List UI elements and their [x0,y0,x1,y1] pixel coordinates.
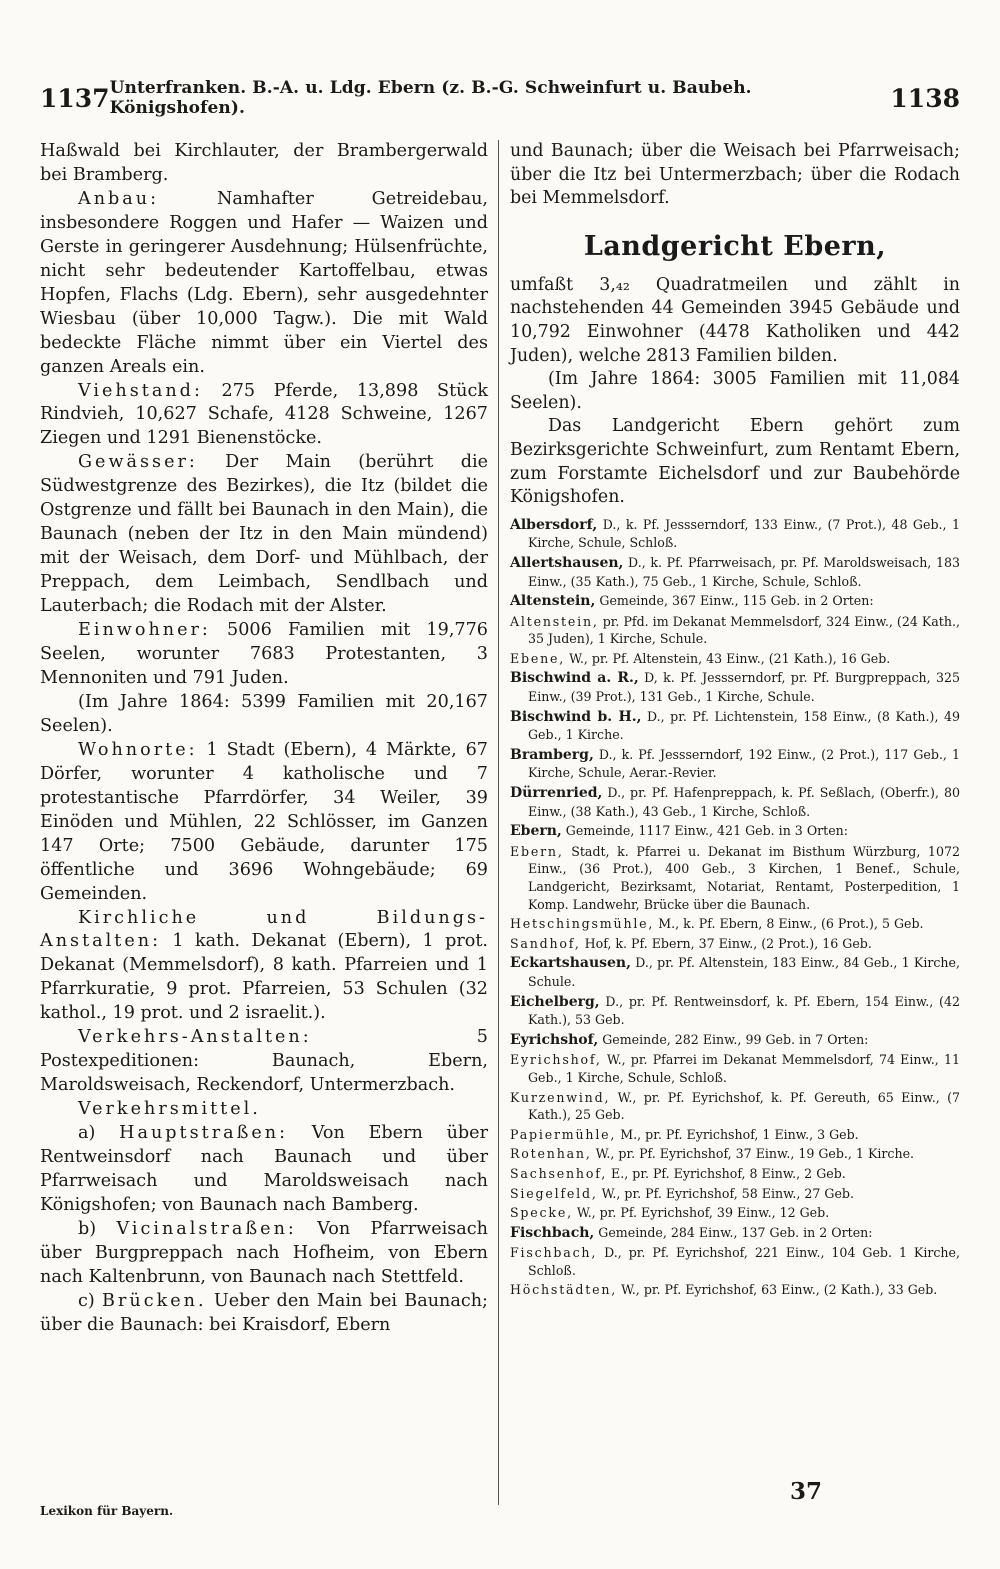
place-details: Gemeinde, 284 Einw., 137 Geb. in 2 Orten: [594,1224,873,1240]
paragraph-verkehrsmittel [40,1098,488,1122]
label-hauptstrassen: Hauptstraßen: [119,1123,289,1144]
text-wohnorte: 1 Stadt (Ebern), 4 Märkte, 67 Dörfer, worunter 4 katholische und 7 protestantische Pfarrdörfer, 34 Weiler, 39 Einöden und Mühlen, 22 Schlösser, im Ganzen 147 Orte; 7500 Gebäude, darunter 175 öffentliche und 3696 Wohngebäude; 69 Gemeinden. [40,739,488,904]
place-name: Allertshausen, [510,554,624,571]
text-einwohner: 5006 Familien mit 19,776 Seelen, worunter 7683 Protestanten, 3 Mennoniten und 791 Juden. [40,620,488,688]
place-entry [510,1031,960,1050]
page-number-right: 1138 [890,83,960,113]
paragraph-jurisdiction: Das Landgericht Ebern gehört zum Bezirksgerichte Schweinfurt, zum Rentamt Ebern, zum Forstamte Eichelsdorf und zur Baubehörde Königshofen. [510,416,960,508]
place-details: D., pr. Pf. Eyrichshof, 221 Einw., 104 Geb. 1 Kirche, Schloß. [528,1245,960,1278]
sub-place-entry [510,1126,960,1144]
paragraph-gewaesser [40,451,488,619]
paragraph-continuation: und Baunach; über die Weisach bei Pfarrweisach; über die Itz bei Untermerzbach; über die Rodach bei Memmelsdorf. [510,141,960,209]
page-number-left: 1137 [40,83,110,113]
place-entry [510,822,960,841]
paragraph-anbau [40,188,488,380]
column-divider [498,140,499,1505]
place-entry [510,516,960,552]
text-kirchliche: 1 kath. Dekanat (Ebern), 1 prot. Dekanat (Memmelsdorf), 8 kath. Pfarreien und 1 Pfarrkuratie, 9 prot. Pfarreien, 53 Schulen (32 kathol., 19 prot. und 2 israelit.). [40,931,488,1024]
sub-place-entry [510,1051,960,1086]
place-name: Bischwind b. H., [510,708,642,725]
sub-place-entry [510,1204,960,1222]
place-details: W., pr. Pf. Eyrichshof, 58 Einw., 27 Geb. [597,1185,854,1201]
label-wohnorte: Wohnorte: [78,739,198,760]
place-entry [510,784,960,820]
paragraph-vicinalstrassen [40,1218,488,1290]
place-name: Specke, [510,1205,573,1221]
place-details: D, k. Pf. Jessserndorf, pr. Pf. Burgpreppach, 325 Einw., (39 Prot.), 131 Geb., 1 Kirche, Schule. [528,670,960,705]
place-details: Gemeinde, 367 Einw., 115 Geb. in 2 Orten: [595,593,874,609]
place-list [510,516,960,1299]
place-name: Bramberg, [510,746,594,763]
sheet-number: 37 [790,1478,823,1505]
paragraph-verkehrs-anstalten [40,1026,488,1098]
place-details: E., pr. Pf. Eyrichshof, 8 Einw., 2 Geb. [607,1165,846,1181]
paragraph-forests: Haßwald bei Kirchlauter, der Brambergerwald bei Bramberg. [40,141,488,185]
place-details: D., k. Pf. Pfarrweisach, pr. Pf. Maroldsweisach, 183 Einw., (35 Kath.), 75 Geb., 1 Kirche, Schule, Schloß. [528,554,960,589]
place-name: Eyrichshof, [510,1052,602,1068]
place-details: W., pr. Pf. Eyrichshof, 39 Einw., 12 Geb. [572,1205,830,1221]
text-vicinalstrassen: Von Pfarrweisach über Burgpreppach nach Hofheim, von Ebern nach Kaltenbrunn, von Baunach nach Stettfeld. [40,1218,488,1287]
label-gewaesser: Gewässer: [78,452,198,473]
running-head: Unterfranken. B.-A. u. Ldg. Ebern (z. B.-G. Schweinfurt u. Baubeh. Königshofen). [109,78,752,118]
place-entry [510,993,960,1029]
sub-place-entry [510,1281,960,1299]
sub-place-entry [510,915,960,933]
label-viehstand: Viehstand: [78,380,203,401]
label-bruecken: Brücken. [102,1290,207,1311]
place-entry [510,954,960,990]
sub-place-entry [510,1165,960,1183]
place-details: D., k. Pf. Jessserndorf, 192 Einw., (2 Prot.), 117 Geb., 1 Kirche, Schule, Aerar.-Revier. [528,746,960,781]
sub-place-entry [510,935,960,953]
place-details: D., pr. Pf. Altenstein, 183 Einw., 84 Geb., 1 Kirche, Schule. [528,955,960,989]
place-name: Altenstein, [510,613,599,629]
left-column [40,140,488,1338]
place-name: Eckartshausen, [510,955,631,972]
right-column [510,140,960,1301]
place-entry [510,592,960,611]
place-details: W., pr. Pf. Eyrichshof, k. Pf. Gereuth, 65 Einw., (7 Kath.), 25 Geb. [528,1089,960,1123]
place-name: Rotenhan, [510,1146,592,1162]
place-name: Sachsenhof, [510,1165,608,1181]
paragraph-intro: umfaßt 3,₄₂ Quadratmeilen und zählt in nachstehenden 44 Gemeinden 3945 Gebäude und 10,792 Einwohner (4478 Katholiken und 442 Juden), welche 2813 Familien bilden. [510,274,960,366]
place-name: Ebene, [510,650,566,666]
place-name: Bischwind a. R., [510,670,639,687]
sub-place-entry [510,1089,960,1124]
sub-place-entry [510,650,960,668]
place-details: W., pr. Pfarrei im Dekanat Memmelsdorf, 74 Einw., 11 Geb., 1 Kirche, Schule, Schloß. [528,1052,960,1085]
place-name: Höchstädten, [510,1282,618,1298]
place-name: Fischbach, [510,1224,595,1241]
paragraph-viehstand [40,380,488,452]
paragraph-year-note: (Im Jahre 1864: 3005 Familien mit 11,084 Seelen). [510,369,960,413]
place-details: W., pr. Pf. Altenstein, 43 Einw., (21 Kath.), 16 Geb. [565,650,891,666]
place-details: W., pr. Pf. Eyrichshof, 37 Einw., 19 Geb., 1 Kirche. [591,1146,915,1162]
paragraph-year-1864: (Im Jahre 1864: 5399 Familien mit 20,167 Seelen). [40,691,488,736]
place-name: Siegelfeld, [510,1185,598,1201]
place-details: pr. Pfd. im Dekanat Memmelsdorf, 324 Einw., (24 Kath., 35 Juden), 1 Kirche, Schule. [528,613,960,647]
label-kirchliche: Kirchliche und Bildungs-Anstalten: [40,907,488,952]
place-name: Fischbach, [510,1245,598,1261]
place-details: D., pr. Pf. Rentweinsdorf, k. Pf. Ebern, 154 Einw., (42 Kath.), 53 Geb. [528,993,960,1028]
place-details: M., k. Pf. Ebern, 8 Einw., (6 Prot.), 5 Geb. [654,916,924,932]
label-einwohner: Einwohner: [78,620,211,641]
text-anbau: Namhafter Getreidebau, insbesondere Roggen und Hafer — Waizen und Gerste in geringerer Ausdehnung; Hülsenfrüchte, nicht sehr bedeutender Kartoffelbau, etwas Hopfen, Flachs (Ldg. Ebern), sehr ausgedehnter Wiesbau (über 10,000 Tagw.). Die mit Wald bedeckte Fläche nimmt über ein Viertel des ganzen Areals ein. [40,188,488,377]
label-vicinalstrassen: Vicinalstraßen: [116,1218,297,1239]
place-name: Papiermühle, [510,1126,617,1142]
place-details: W., pr. Pf. Eyrichshof, 63 Einw., (2 Kath.), 33 Geb. [617,1282,938,1298]
place-entry [510,1224,960,1243]
sub-place-entry [510,613,960,648]
text-gewaesser: Der Main (berührt die Südwestgrenze des Bezirkes), die Itz (bildet die Ostgrenze und fällt bei Baunach in den Main), die Baunach (neben der Itz in den Main mündend) mit der Weisach, dem Dorf- und Mühlbach, der Preppach, dem Leimbach, Sendlbach und Lauterbach; die Rodach mit der Alster. [40,452,488,617]
paragraph-hauptstrassen [40,1122,488,1218]
prefix-c: c) [78,1290,103,1311]
place-details: D., k. Pf. Jessserndorf, 133 Einw., (7 Prot.), 48 Geb., 1 Kirche, Schule, Schloß. [528,516,960,551]
place-details: D., pr. Pf. Hafenpreppach, k. Pf. Seßlach, (Oberfr.), 80 Einw., (38 Kath.), 43 Geb., 1 Kirche, Schloß. [528,785,960,819]
paragraph-kirchliche [40,907,488,1027]
place-name: Ebern, [510,823,562,840]
label-verkehrs-anstalten: Verkehrs-Anstalten: [78,1027,312,1048]
paragraph-bruecken [40,1290,488,1338]
place-details: M., pr. Pf. Eyrichshof, 1 Einw., 3 Geb. [616,1126,859,1142]
sub-place-entry [510,843,960,913]
place-name: Albersdorf, [510,516,598,533]
sub-place-entry [510,1244,960,1279]
place-name: Eichelberg, [510,993,600,1010]
text-verkehrs-anstalten: 5 Postexpeditionen: Baunach, Ebern, Maroldsweisach, Reckendorf, Untermerzbach. [40,1027,488,1096]
place-name: Ebern, [510,843,564,859]
paragraph-wohnorte [40,739,488,907]
text-bruecken: Ueber den Main bei Baunach; über die Baunach: bei Kraisdorf, Ebern [40,1290,488,1335]
place-entry [510,669,960,705]
label-anbau: Anbau: [78,188,160,209]
prefix-b: b) [78,1218,117,1239]
footer-signature: Lexikon für Bayern. [40,1504,174,1518]
place-name: Dürrenried, [510,785,603,802]
text-hauptstrassen: Von Ebern über Rentweinsdorf nach Baunach und über Pfarrweisach und Maroldsweisach nach Königshofen; von Baunach nach Bamberg. [40,1123,489,1215]
place-name: Sandhof, [510,935,581,951]
place-entry [510,708,960,744]
label-verkehrsmittel: Verkehrsmittel. [78,1099,261,1120]
sub-place-entry [510,1145,960,1163]
place-entry [510,746,960,782]
place-details: Gemeinde, 1117 Einw., 421 Geb. in 3 Orten: [561,823,849,839]
place-name: Kurzenwind, [510,1089,611,1105]
place-details: Gemeinde, 282 Einw., 99 Geb. in 7 Orten: [598,1031,869,1047]
place-entry [510,554,960,590]
place-details: Hof, k. Pf. Ebern, 37 Einw., (2 Prot.), 16 Geb. [580,935,872,951]
text-viehstand: 275 Pferde, 13,898 Stück Rindvieh, 10,627 Schafe, 4128 Schweine, 1267 Ziegen und 1291 Bienenstöcke. [40,380,488,449]
paragraph-einwohner [40,619,488,691]
prefix-a: a) [78,1123,120,1144]
place-details: D., pr. Pf. Lichtenstein, 158 Einw., (8 Kath.), 49 Geb., 1 Kirche. [528,708,960,743]
place-name: Eyrichshof, [510,1031,599,1048]
running-header [40,78,960,118]
place-details: Stadt, k. Pfarrei u. Dekanat im Bisthum Würzburg, 1072 Einw., (36 Prot.), 400 Geb., 3 Kirchen, 1 Benef., Schule, Landgericht, Bezirksamt, Notariat, Rentamt, Posterpedition, 1 Komp. Landwehr, Brücke über die Baunach. [528,843,960,912]
section-heading: Landgericht Ebern, [583,230,887,262]
place-name: Altenstein, [510,593,596,610]
sub-place-entry [510,1185,960,1203]
place-name: Hetschingsmühle, [510,916,655,932]
